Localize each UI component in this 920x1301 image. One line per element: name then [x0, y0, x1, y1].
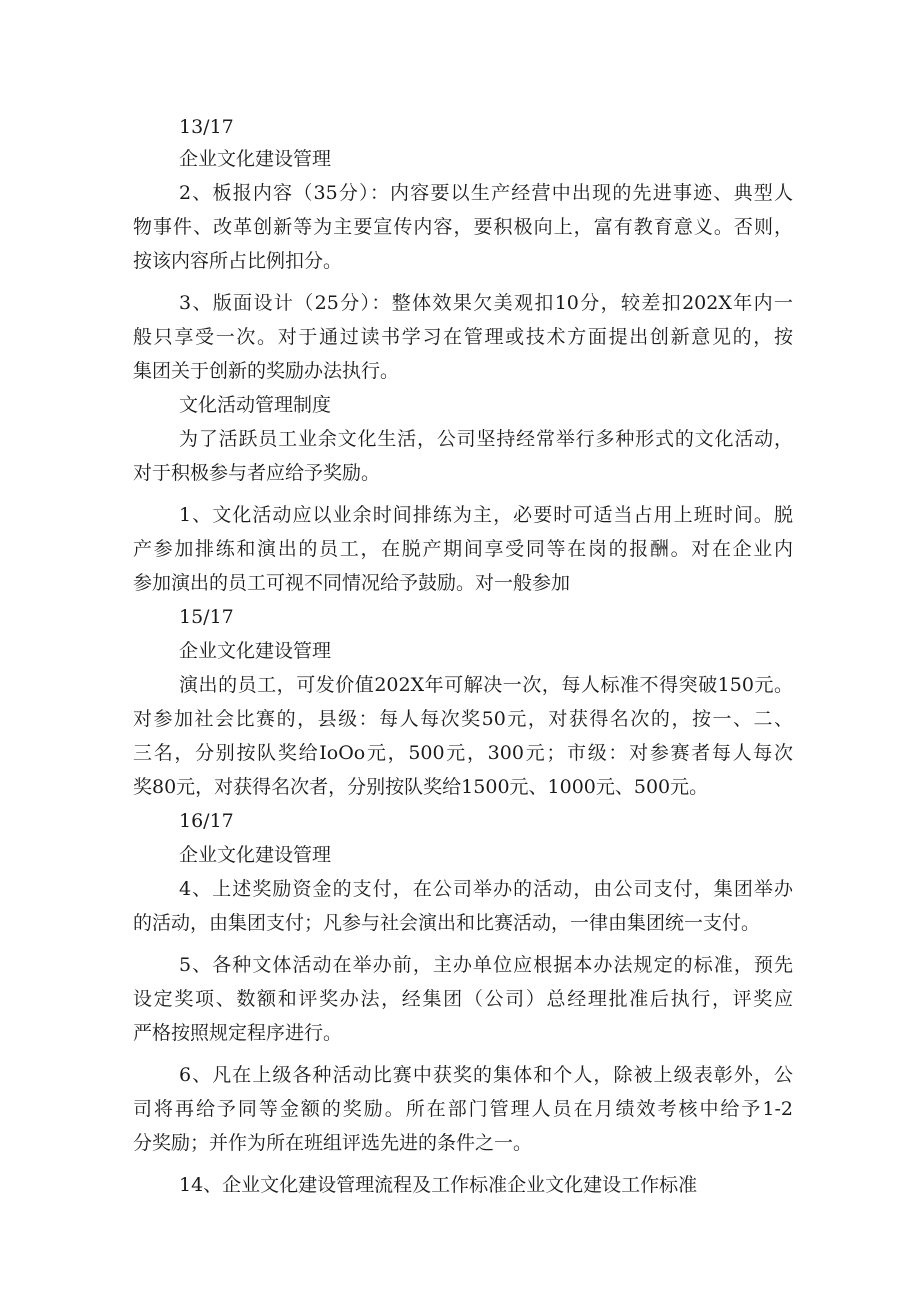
running-header: 企业文化建设管理: [179, 148, 332, 170]
paragraph-line: 为了活跃员工业余文化生活，公司坚持经常举行多种形式的文化活动，: [179, 428, 793, 450]
section-heading: 文化活动管理制度: [179, 394, 332, 416]
paragraph-line: 2、板报内容（35分）：内容要以生产经营中出现的先进事迹、典型人: [179, 182, 793, 204]
paragraph-line: 演出的员工，可发价值202X年可解决一次，每人标准不得突破150元。: [179, 674, 793, 696]
paragraph-line: 4、上述奖励资金的支付，在公司举办的活动，由公司支付，集团举办: [179, 878, 793, 900]
paragraph-line: 般只享受一次。对于通过读书学习在管理或技术方面提出创新意见的，按: [133, 326, 793, 348]
paragraph-line: 参加演出的员工可视不同情况给予鼓励。对一般参加: [133, 572, 571, 594]
page-number: 15/17: [179, 606, 234, 628]
paragraph-line: 1、文化活动应以业余时间排练为主，必要时可适当占用上班时间。脱: [179, 504, 793, 526]
paragraph-line: 奖80元，对获得名次者，分别按队奖给1500元、1000元、500元。: [133, 776, 709, 798]
paragraph-line: 分奖励；并作为所在班组评选先进的条件之一。: [133, 1132, 533, 1154]
paragraph-line: 设定奖项、数额和评奖办法，经集团（公司）总经理批准后执行，评奖应: [133, 988, 793, 1010]
paragraph-line: 三名，分别按队奖给IoOo元，500元，300元；市级：对参赛者每人每次: [133, 742, 793, 764]
document-body: [133, 112, 793, 1202]
paragraph-line: 物事件、改革创新等为主要宣传内容，要积极向上，富有教育意义。否则，: [133, 216, 793, 238]
paragraph-line: 对参加社会比赛的，县级：每人每次奖50元，对获得名次的，按一、二、: [133, 708, 793, 730]
running-header: 企业文化建设管理: [179, 844, 332, 866]
paragraph-line: 的活动，由集团支付；凡参与社会演出和比赛活动，一律由集团统一支付。: [133, 912, 761, 934]
page-number: 16/17: [179, 810, 234, 832]
paragraph-line: 严格按照规定程序进行。: [133, 1022, 343, 1044]
paragraph-line: 对于积极参与者应给予奖励。: [133, 462, 381, 484]
paragraph-line: 5、各种文体活动在举办前，主办单位应根据本办法规定的标准，预先: [179, 954, 793, 976]
paragraph-line: 3、版面设计（25分）：整体效果欠美观扣10分，较差扣202X年内一: [179, 292, 793, 314]
page-number: 13/17: [179, 116, 234, 138]
paragraph-line: 产参加排练和演出的员工，在脱产期间享受同等在岗的报酬。对在企业内: [133, 538, 793, 560]
paragraph-line: 按该内容所占比例扣分。: [133, 250, 343, 272]
paragraph-line: 司将再给予同等金额的奖励。所在部门管理人员在月绩效考核中给予1-2: [133, 1098, 793, 1120]
paragraph-line: 集团关于创新的奖励办法执行。: [133, 360, 400, 382]
running-header: 企业文化建设管理: [179, 640, 332, 662]
paragraph-line: 6、凡在上级各种活动比赛中获奖的集体和个人，除被上级表彰外，公: [179, 1064, 793, 1086]
paragraph-line: 14、企业文化建设管理流程及工作标准企业文化建设工作标准: [179, 1174, 698, 1196]
